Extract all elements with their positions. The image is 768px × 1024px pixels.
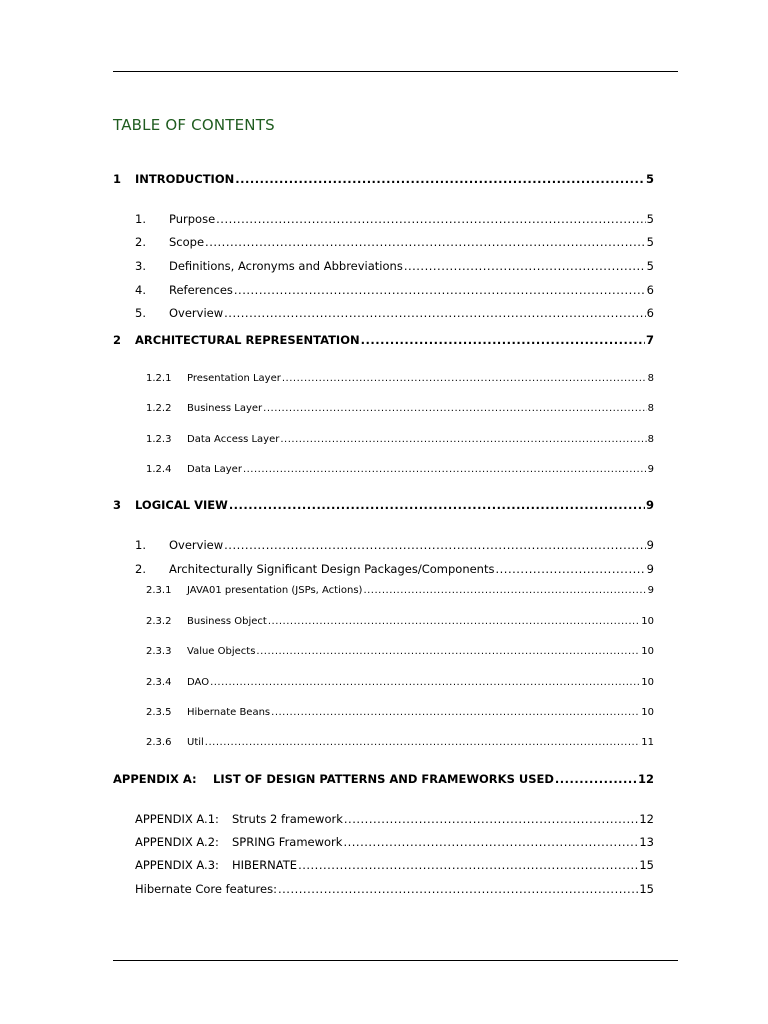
toc-page: 5 — [645, 172, 654, 186]
toc-page: 10 — [641, 707, 654, 718]
dot-leader — [280, 434, 646, 445]
toc-number: APPENDIX A.2: — [135, 835, 219, 849]
toc-number: 2. — [135, 235, 146, 249]
dot-leader — [205, 737, 640, 748]
toc-number: 2.3.5 — [146, 707, 172, 718]
toc-item-data-access-layer[interactable] — [146, 434, 654, 445]
toc-page: 8 — [647, 373, 654, 384]
toc-number: 1.2.3 — [146, 434, 172, 445]
toc-text: HIBERNATE — [232, 858, 298, 872]
toc-item-struts2[interactable] — [135, 812, 654, 826]
dot-leader — [216, 212, 646, 226]
toc-text: ARCHITECTURAL REPRESENTATION — [135, 333, 360, 347]
toc-heading-introduction[interactable] — [113, 172, 654, 186]
toc-text: Util — [187, 737, 204, 748]
toc-text: References — [169, 283, 233, 297]
toc-item-value-objects[interactable] — [146, 646, 654, 657]
toc-item-business-layer[interactable] — [146, 403, 654, 414]
dot-leader — [210, 677, 640, 688]
toc-number: 1. — [135, 212, 146, 226]
toc-number: 2.3.4 — [146, 677, 172, 688]
toc-heading-logical-view[interactable] — [113, 498, 654, 512]
toc-heading-architectural-representation[interactable] — [113, 333, 654, 347]
toc-text: LIST OF DESIGN PATTERNS AND FRAMEWORKS USED — [213, 772, 554, 786]
toc-number: 1 — [113, 172, 122, 186]
dot-leader — [205, 235, 646, 249]
toc-text: Overview — [169, 306, 224, 320]
dot-leader — [344, 812, 638, 826]
toc-item-data-layer[interactable] — [146, 464, 654, 475]
toc-number: 4. — [135, 283, 146, 297]
toc-page: 8 — [647, 434, 654, 445]
toc-page: 9 — [647, 464, 654, 475]
toc-item-definitions[interactable] — [135, 259, 654, 273]
toc-text: Scope — [169, 235, 205, 249]
toc-page: 5 — [646, 235, 654, 249]
toc-page: 9 — [647, 585, 654, 596]
dot-leader — [256, 646, 640, 657]
toc-text: Data Access Layer — [187, 434, 280, 445]
toc-number: 5. — [135, 306, 146, 320]
toc-item-references[interactable] — [135, 283, 654, 297]
toc-heading-appendix-a[interactable] — [113, 772, 654, 786]
toc-text: Business Object — [187, 616, 267, 627]
toc-number: 2. — [135, 562, 146, 576]
toc-page: 13 — [639, 835, 654, 849]
toc-page: 6 — [646, 306, 654, 320]
toc-text: JAVA01 presentation (JSPs, Actions) — [187, 585, 363, 596]
dot-leader — [271, 707, 640, 718]
toc-number: 2.3.1 — [146, 585, 172, 596]
toc-number: APPENDIX A.3: — [135, 858, 219, 872]
toc-page: 9 — [646, 562, 654, 576]
toc-page: 11 — [641, 737, 654, 748]
toc-page: 7 — [645, 333, 654, 347]
dot-leader — [278, 882, 638, 896]
toc-page: 6 — [646, 283, 654, 297]
toc-item-java01-presentation[interactable] — [146, 585, 654, 596]
dot-leader — [268, 616, 640, 627]
toc-page: 15 — [639, 882, 654, 896]
toc-text: DAO — [187, 677, 210, 688]
toc-item-design-packages[interactable] — [135, 562, 654, 576]
toc-page: 10 — [641, 646, 654, 657]
footer-rule — [113, 960, 678, 961]
toc-number: 1.2.4 — [146, 464, 172, 475]
toc-text: LOGICAL VIEW — [135, 498, 228, 512]
toc-text: Hibernate Beans — [187, 707, 271, 718]
toc-number: 3. — [135, 259, 146, 273]
header-rule — [113, 71, 678, 72]
toc-item-presentation-layer[interactable] — [146, 373, 654, 384]
dot-leader — [224, 538, 646, 552]
dot-leader — [555, 772, 637, 786]
toc-item-hibernate-core-features[interactable] — [135, 882, 654, 896]
toc-number: 1.2.2 — [146, 403, 172, 414]
toc-page: 5 — [646, 212, 654, 226]
toc-text: Overview — [169, 538, 224, 552]
toc-number: 1. — [135, 538, 146, 552]
dot-leader — [298, 858, 638, 872]
toc-text: Value Objects — [187, 646, 256, 657]
toc-item-util[interactable] — [146, 737, 654, 748]
toc-number: 3 — [113, 498, 122, 512]
toc-number: 2.3.2 — [146, 616, 172, 627]
toc-number: APPENDIX A.1: — [135, 812, 219, 826]
dot-leader — [224, 306, 646, 320]
toc-item-purpose[interactable] — [135, 212, 654, 226]
toc-title: TABLE OF CONTENTS — [113, 116, 275, 134]
dot-leader — [229, 498, 645, 512]
dot-leader — [343, 835, 638, 849]
toc-page: 8 — [647, 403, 654, 414]
dot-leader — [243, 464, 647, 475]
toc-number: 2 — [113, 333, 122, 347]
dot-leader — [234, 283, 646, 297]
toc-number: APPENDIX A: — [113, 772, 197, 786]
toc-text: Business Layer — [187, 403, 263, 414]
toc-item-hibernate-beans[interactable] — [146, 707, 654, 718]
toc-text: SPRING Framework — [232, 835, 343, 849]
toc-text: Architecturally Significant Design Packages/Components — [169, 562, 495, 576]
toc-number: 2.3.3 — [146, 646, 172, 657]
toc-page: 10 — [641, 616, 654, 627]
dot-leader — [363, 585, 646, 596]
toc-page: 12 — [639, 812, 654, 826]
toc-item-business-object[interactable] — [146, 616, 654, 627]
dot-leader — [263, 403, 646, 414]
toc-item-scope[interactable] — [135, 235, 654, 249]
dot-leader — [404, 259, 646, 273]
toc-number: 2.3.6 — [146, 737, 172, 748]
toc-page: 10 — [641, 677, 654, 688]
toc-item-spring[interactable] — [135, 835, 654, 849]
toc-text: INTRODUCTION — [135, 172, 235, 186]
toc-number: 1.2.1 — [146, 373, 172, 384]
toc-text: Presentation Layer — [187, 373, 281, 384]
toc-page: 15 — [639, 858, 654, 872]
toc-text: Struts 2 framework — [232, 812, 343, 826]
toc-page: 12 — [637, 772, 654, 786]
toc-text: Definitions, Acronyms and Abbreviations — [169, 259, 403, 273]
toc-text: Hibernate Core features: — [135, 882, 277, 896]
dot-leader — [235, 172, 645, 186]
toc-text: Data Layer — [187, 464, 242, 475]
dot-leader — [282, 373, 647, 384]
toc-text: Purpose — [169, 212, 216, 226]
dot-leader — [495, 562, 645, 576]
toc-item-dao[interactable] — [146, 677, 654, 688]
toc-item-logical-overview[interactable] — [135, 538, 654, 552]
toc-item-hibernate[interactable] — [135, 858, 654, 872]
toc-page: 9 — [645, 498, 654, 512]
toc-page: 9 — [646, 538, 654, 552]
dot-leader — [361, 333, 645, 347]
toc-page: 5 — [646, 259, 654, 273]
toc-item-overview[interactable] — [135, 306, 654, 320]
